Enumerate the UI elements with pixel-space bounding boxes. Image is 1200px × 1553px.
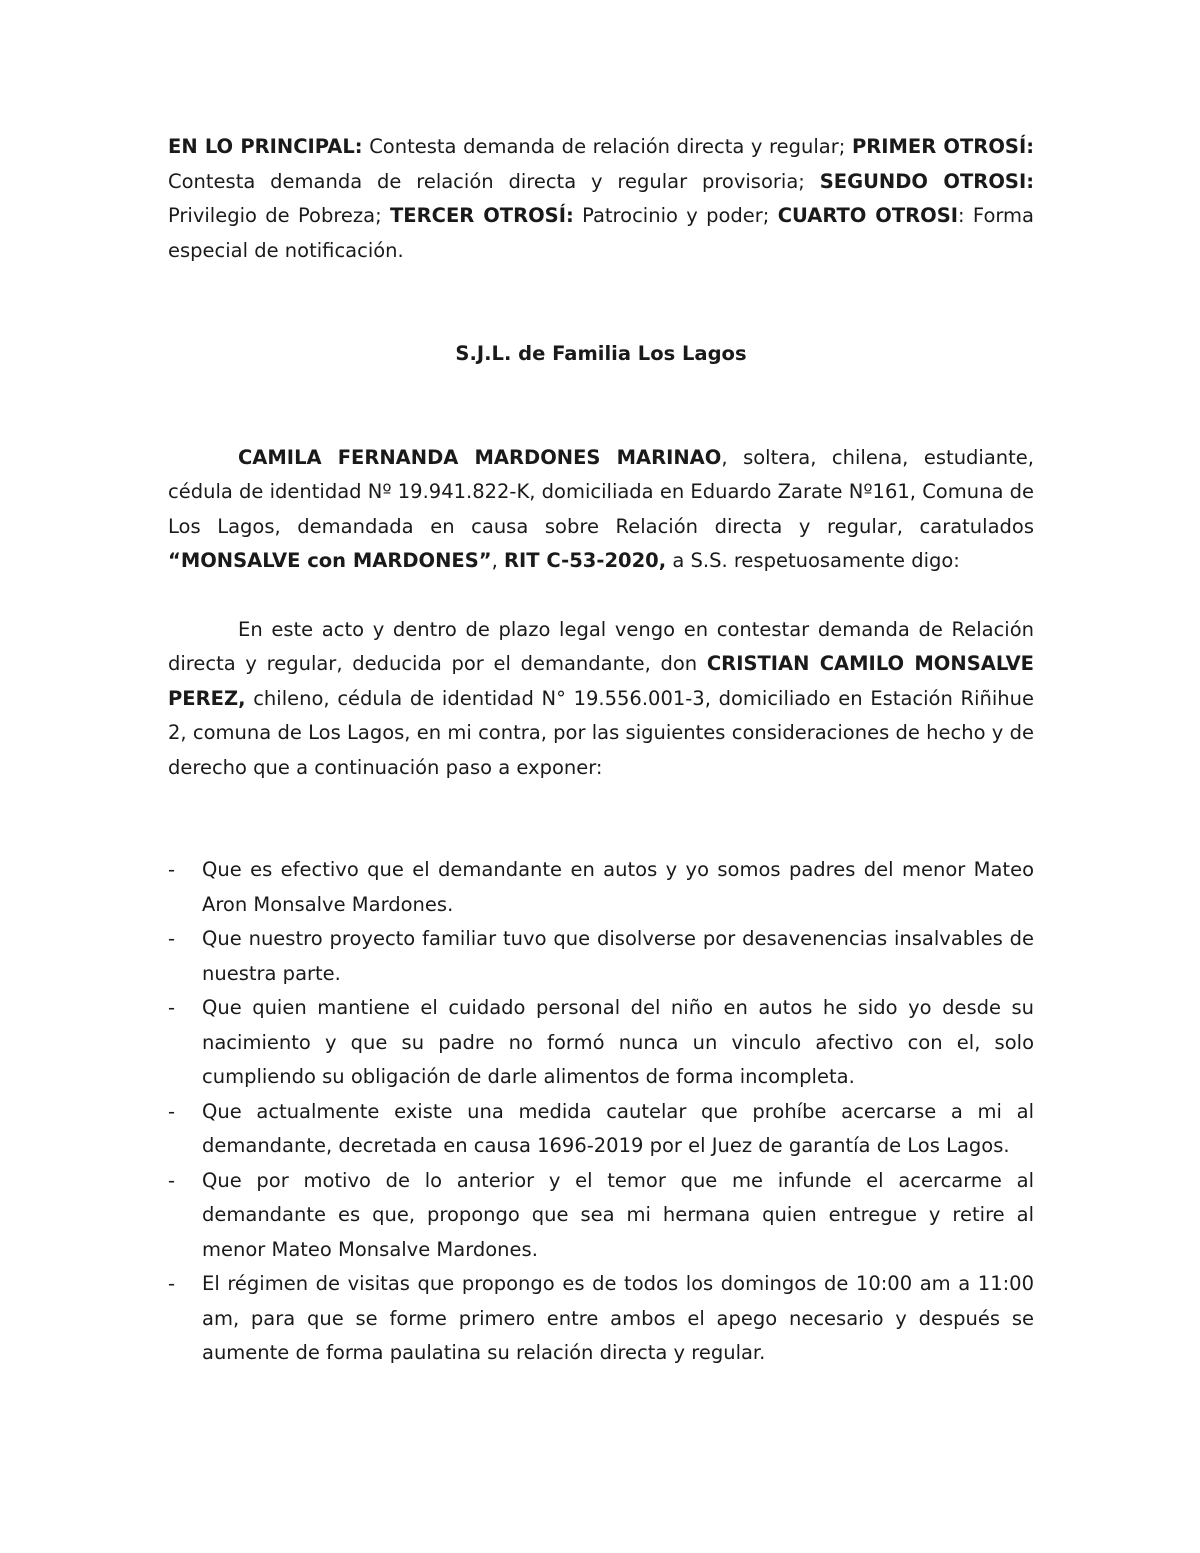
fact-text: Que actualmente existe una medida cautelar que prohíbe acercarse a mi al demandante, decretada en causa 1696-2019 por el Juez de garantía de Los Lagos. (202, 1099, 1034, 1157)
list-item (168, 1164, 1034, 1268)
principal-label: EN LO PRINCIPAL: (168, 135, 363, 158)
rit-number: RIT C-53-2020, (504, 549, 667, 572)
defendant-name: CAMILA FERNANDA MARDONES MARINAO (238, 445, 722, 469)
cuarto-otrosi-text: : Forma especial de notificación. (168, 204, 1035, 262)
intro-text-2: , (491, 549, 505, 572)
list-item (168, 991, 1034, 1095)
plaintiff-name: CRISTIAN CAMILO MONSALVE PEREZ, (168, 652, 1034, 710)
intro-paragraph (168, 441, 1034, 579)
facts-list (168, 853, 1034, 1371)
segundo-otrosi-text: Privilegio de Pobreza; (168, 204, 390, 227)
tercer-otrosi-label: TERCER OTROSÍ: (390, 204, 574, 227)
fact-text: Que es efectivo que el demandante en autos y yo somos padres del menor Mateo Aron Monsalve Mardones. (202, 858, 1034, 916)
fact-text: Que quien mantiene el cuidado personal del niño en autos he sido yo desde su nacimiento y que su padre no formó nunca un vinculo afectivo con el, solo cumpliendo su obligación de darle alimentos de forma incompleta. (202, 996, 1034, 1088)
document-page (168, 130, 1034, 1371)
list-item (168, 853, 1034, 922)
summary-paragraph (168, 130, 1034, 268)
fact-text: Que por motivo de lo anterior y el temor que me infunde el acercarme al demandante es que, propongo que sea mi hermana quien entregue y retire al menor Mateo Monsalve Mardones. (202, 1168, 1034, 1261)
court-heading: S.J.L. de Familia Los Lagos (455, 342, 747, 365)
list-item (168, 1267, 1034, 1371)
intro-text-1: , soltera, chilena, estudiante, cédula de identidad Nº 19.941.822-K, domiciliada en Eduardo Zarate Nº161, Comuna de Los Lagos, demandada en causa sobre Relación directa y regular, caratulados (168, 445, 1034, 538)
case-name: “MONSALVE con MARDONES” (168, 549, 492, 572)
list-item (168, 1095, 1034, 1164)
response-paragraph (168, 613, 1034, 786)
primer-otrosi-text: Contesta demanda de relación directa y regular provisoria; (168, 169, 820, 193)
fact-text: Que nuestro proyecto familiar tuvo que disolverse por desavenencias insalvables de nuestra parte. (202, 927, 1034, 985)
response-text-1: En este acto y dentro de plazo legal vengo en contestar demanda de Relación directa y regular, deducida por el demandante, don (168, 617, 1034, 675)
bullet-dash: - (168, 927, 176, 950)
bullet-dash: - (168, 1272, 176, 1295)
response-text-2: chileno, cédula de identidad N° 19.556.001-3, domiciliado en Estación Riñihue 2, comuna de Los Lagos, en mi contra, por las siguientes consideraciones de hecho y de derecho que a continuación paso a exponer: (168, 686, 1034, 779)
primer-otrosi-label: PRIMER OTROSÍ: (851, 135, 1034, 158)
intro-text-3: a S.S. respetuosamente digo: (666, 549, 960, 572)
principal-text: Contesta demanda de relación directa y regular; (362, 135, 852, 158)
fact-text: El régimen de visitas que propongo es de todos los domingos de 10:00 am a 11:00 am, para que se forme primero entre ambos el apego necesario y después se aumente de forma paulatina su relación directa y regular. (202, 1272, 1034, 1364)
bullet-dash: - (168, 1099, 176, 1123)
cuarto-otrosi-label: CUARTO OTROSI (777, 204, 959, 227)
bullet-dash: - (168, 858, 176, 881)
bullet-dash: - (168, 996, 176, 1019)
segundo-otrosi-label: SEGUNDO OTROSI: (819, 169, 1034, 193)
list-item (168, 922, 1034, 991)
bullet-dash: - (168, 1168, 176, 1192)
tercer-otrosi-text: Patrocinio y poder; (573, 204, 778, 227)
